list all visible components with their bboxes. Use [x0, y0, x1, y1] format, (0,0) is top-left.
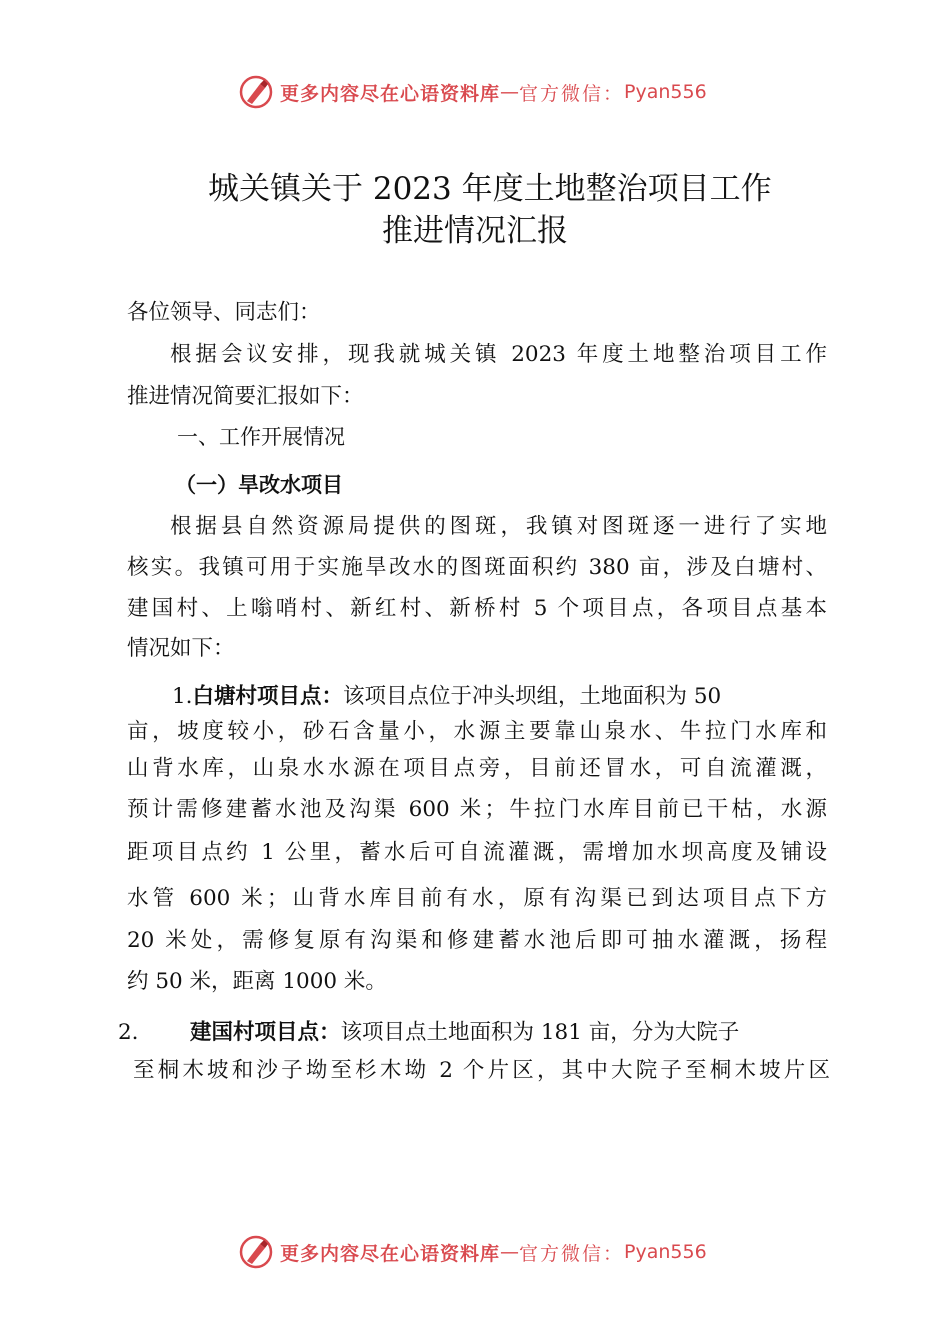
- item-1-line-5: 距项目点约 1 公里，蓄水后可自流灌溉，需增加水坝高度及铺设: [127, 840, 827, 865]
- watermark-label: 官方微信：: [519, 1242, 625, 1265]
- item-1-line-6: 水管 600 米；山背水库目前有水，原有沟渠已到达项目点下方: [127, 886, 827, 911]
- paragraph-1-line-2: 核实。我镇可用于实施旱改水的图斑面积约 380 亩，涉及白塘村、: [127, 555, 827, 580]
- watermark-text: 更多内容尽在心语资料库: [280, 1242, 501, 1265]
- item-2-text: 该项目点土地面积为 181 亩，分为大院子: [340, 1020, 740, 1045]
- item-1-line-4: 预计需修建蓄水池及沟渠 600 米；牛拉门水库目前已干枯，水源: [127, 797, 827, 822]
- watermark-header: [238, 74, 707, 110]
- paragraph-1-line-3: 建国村、上嗡哨村、新红村、新桥村 5 个项目点，各项目点基本: [127, 596, 827, 621]
- section-heading-1: 一、工作开展情况: [177, 425, 345, 449]
- paragraph-1-line-4: 情况如下：: [127, 636, 235, 661]
- item-1-title: 白塘村项目点：: [192, 684, 344, 709]
- subsection-heading-1: （一）旱改水项目: [175, 473, 343, 497]
- watermark-dash: —: [500, 1241, 520, 1263]
- greeting: 各位领导、同志们：: [127, 300, 321, 325]
- watermark-id: Pyan556: [624, 1241, 707, 1263]
- watermark-footer: [238, 1234, 707, 1270]
- item-2-first-line: [190, 1018, 830, 1048]
- item-1-first-line: [127, 682, 827, 712]
- item-1-line-2: 亩，坡度较小，砂石含量小，水源主要靠山泉水、牛拉门水库和: [127, 719, 827, 744]
- intro-line-1: 根据会议安排，现我就城关镇 2023 年度土地整治项目工作: [170, 342, 827, 367]
- pen-nib-logo-icon: [238, 1234, 274, 1270]
- pen-nib-logo-icon: [238, 74, 274, 110]
- item-1-text: 该项目点位于冲头坝组，土地面积为 50: [343, 684, 722, 709]
- document-title-line-2: 推进情况汇报: [382, 213, 568, 249]
- paragraph-1-line-1: 根据县自然资源局提供的图斑，我镇对图斑逐一进行了实地: [170, 514, 827, 539]
- watermark-id: Pyan556: [624, 81, 707, 103]
- intro-line-2: 推进情况简要汇报如下：: [127, 384, 364, 409]
- watermark-label: 官方微信：: [519, 82, 625, 105]
- item-2-number: 2.: [118, 1020, 139, 1045]
- document-title-line-1: 城关镇关于 2023 年度土地整治项目工作: [208, 171, 772, 207]
- item-1-line-8: 约 50 米，距离 1000 米。: [127, 969, 387, 994]
- item-2-title: 建国村项目点：: [190, 1020, 341, 1045]
- watermark-dash: —: [500, 81, 520, 103]
- item-2-line-2: 至桐木坡和沙子坳至杉木坳 2 个片区，其中大院子至桐木坡片区: [133, 1058, 830, 1083]
- item-1-number: 1.: [172, 684, 193, 709]
- item-1-line-3: 山背水库，山泉水水源在项目点旁，目前还冒水，可自流灌溉，: [127, 756, 827, 781]
- item-1-line-7: 20 米处，需修复原有沟渠和修建蓄水池后即可抽水灌溉，扬程: [127, 928, 827, 953]
- watermark-text: 更多内容尽在心语资料库: [280, 82, 501, 105]
